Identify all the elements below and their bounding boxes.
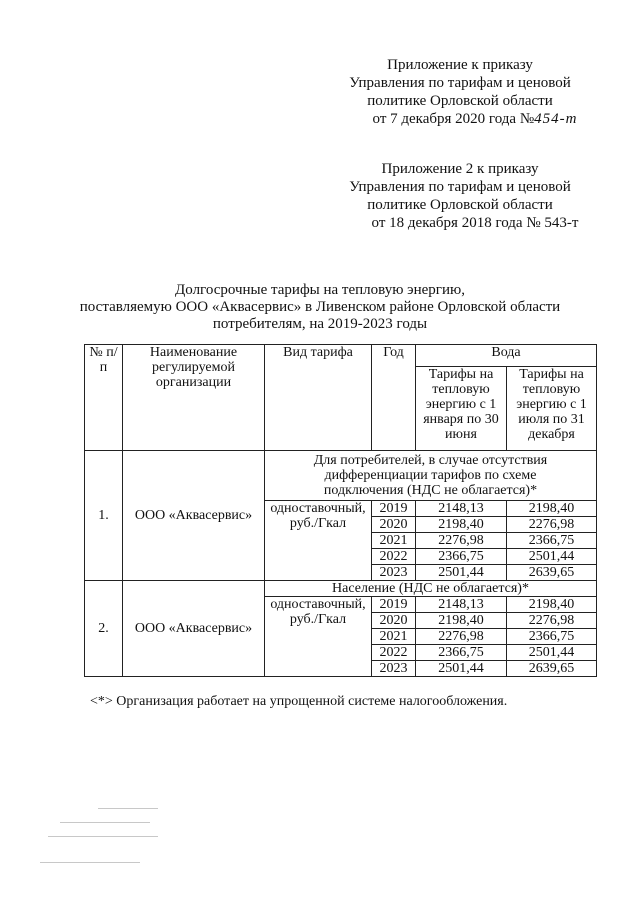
section1-tariff-type: одноставочный, руб./Гкал <box>265 501 372 581</box>
header-organization: Наименование регулируемой организации <box>123 345 265 451</box>
section1-subheader: Для потребителей, в случае отсутствия дифференциации тарифов по схеме подключения (НДС не облагается)* <box>265 451 597 501</box>
title-line-3: потребителям, на 2019-2023 годы <box>212 316 428 332</box>
tariff-cell-p1: 2501,44 <box>416 565 507 581</box>
tariff-cell-p1: 2198,40 <box>416 517 507 533</box>
year-cell: 2019 <box>372 597 416 613</box>
appendix1-line-4 <box>330 110 590 128</box>
header-tariff-type: Вид тарифа <box>265 345 372 451</box>
tariff-table <box>84 344 597 677</box>
appendix2-line-3: политике Орловской области <box>367 197 553 213</box>
appendix1-date: от 7 декабря 2020 года № <box>372 111 535 127</box>
section2-org: ООО «Аквасервис» <box>123 581 265 677</box>
appendix1-line-3: политике Орловской области <box>367 93 553 109</box>
section2-num: 2. <box>85 581 123 677</box>
tariff-cell-p1: 2276,98 <box>416 533 507 549</box>
handwritten-order-number: 454-т <box>534 111 578 127</box>
tariff-cell-p2: 2276,98 <box>507 517 597 533</box>
scan-artifact <box>60 822 150 823</box>
scan-artifact <box>40 862 140 863</box>
appendix2-line-1: Приложение 2 к приказу <box>381 161 539 177</box>
tariff-cell-p2: 2639,65 <box>507 661 597 677</box>
tariff-cell-p1: 2501,44 <box>416 661 507 677</box>
scan-artifact <box>98 808 158 809</box>
section2-tariff-type: одноставочный, руб./Гкал <box>265 597 372 677</box>
scan-artifact <box>48 836 158 837</box>
appendix-header-current <box>330 56 590 128</box>
tariff-cell-p1: 2198,40 <box>416 613 507 629</box>
tariff-cell-p2: 2198,40 <box>507 597 597 613</box>
title-line-2: поставляемую ООО «Аквасервис» в Ливенском районе Орловской области <box>79 299 561 315</box>
year-cell: 2021 <box>372 533 416 549</box>
year-cell: 2022 <box>372 645 416 661</box>
tariff-cell-p2: 2501,44 <box>507 645 597 661</box>
year-cell: 2020 <box>372 517 416 533</box>
tariff-cell-p1: 2366,75 <box>416 645 507 661</box>
section2-subheader: Население (НДС не облагается)* <box>265 581 597 597</box>
year-cell: 2021 <box>372 629 416 645</box>
document-title <box>60 282 580 333</box>
tariff-cell-p2: 2198,40 <box>507 501 597 517</box>
header-num: № п/п <box>85 345 123 451</box>
header-period-1: Тарифы на тепловую энергию с 1 января по 30 июня <box>416 367 507 451</box>
header-year: Год <box>372 345 416 451</box>
tariff-cell-p2: 2501,44 <box>507 549 597 565</box>
tariff-cell-p2: 2366,75 <box>507 629 597 645</box>
year-cell: 2019 <box>372 501 416 517</box>
header-water-group: Вода <box>416 345 597 367</box>
tariff-cell-p1: 2148,13 <box>416 597 507 613</box>
tariff-cell-p2: 2639,65 <box>507 565 597 581</box>
title-line-1: Долгосрочные тарифы на тепловую энергию, <box>175 282 465 298</box>
tariff-cell-p1: 2366,75 <box>416 549 507 565</box>
footnote: <*> Организация работает на упрощенной системе налогообложения. <box>90 694 508 709</box>
year-cell: 2020 <box>372 613 416 629</box>
tariff-cell-p1: 2148,13 <box>416 501 507 517</box>
tariff-cell-p1: 2276,98 <box>416 629 507 645</box>
tariff-cell-p2: 2276,98 <box>507 613 597 629</box>
appendix2-line-4: от 18 декабря 2018 года № 543-т <box>371 215 579 231</box>
header-period-2: Тарифы на тепловую энергию с 1 июля по 31 декабря <box>507 367 597 451</box>
appendix2-line-2: Управления по тарифам и ценовой <box>349 179 571 195</box>
tariff-cell-p2: 2366,75 <box>507 533 597 549</box>
section1-org: ООО «Аквасервис» <box>123 451 265 581</box>
year-cell: 2023 <box>372 661 416 677</box>
appendix-header-original <box>330 160 590 232</box>
year-cell: 2022 <box>372 549 416 565</box>
appendix1-line-1: Приложение к приказу <box>387 57 533 73</box>
section1-num: 1. <box>85 451 123 581</box>
year-cell: 2023 <box>372 565 416 581</box>
appendix1-line-2: Управления по тарифам и ценовой <box>349 75 571 91</box>
